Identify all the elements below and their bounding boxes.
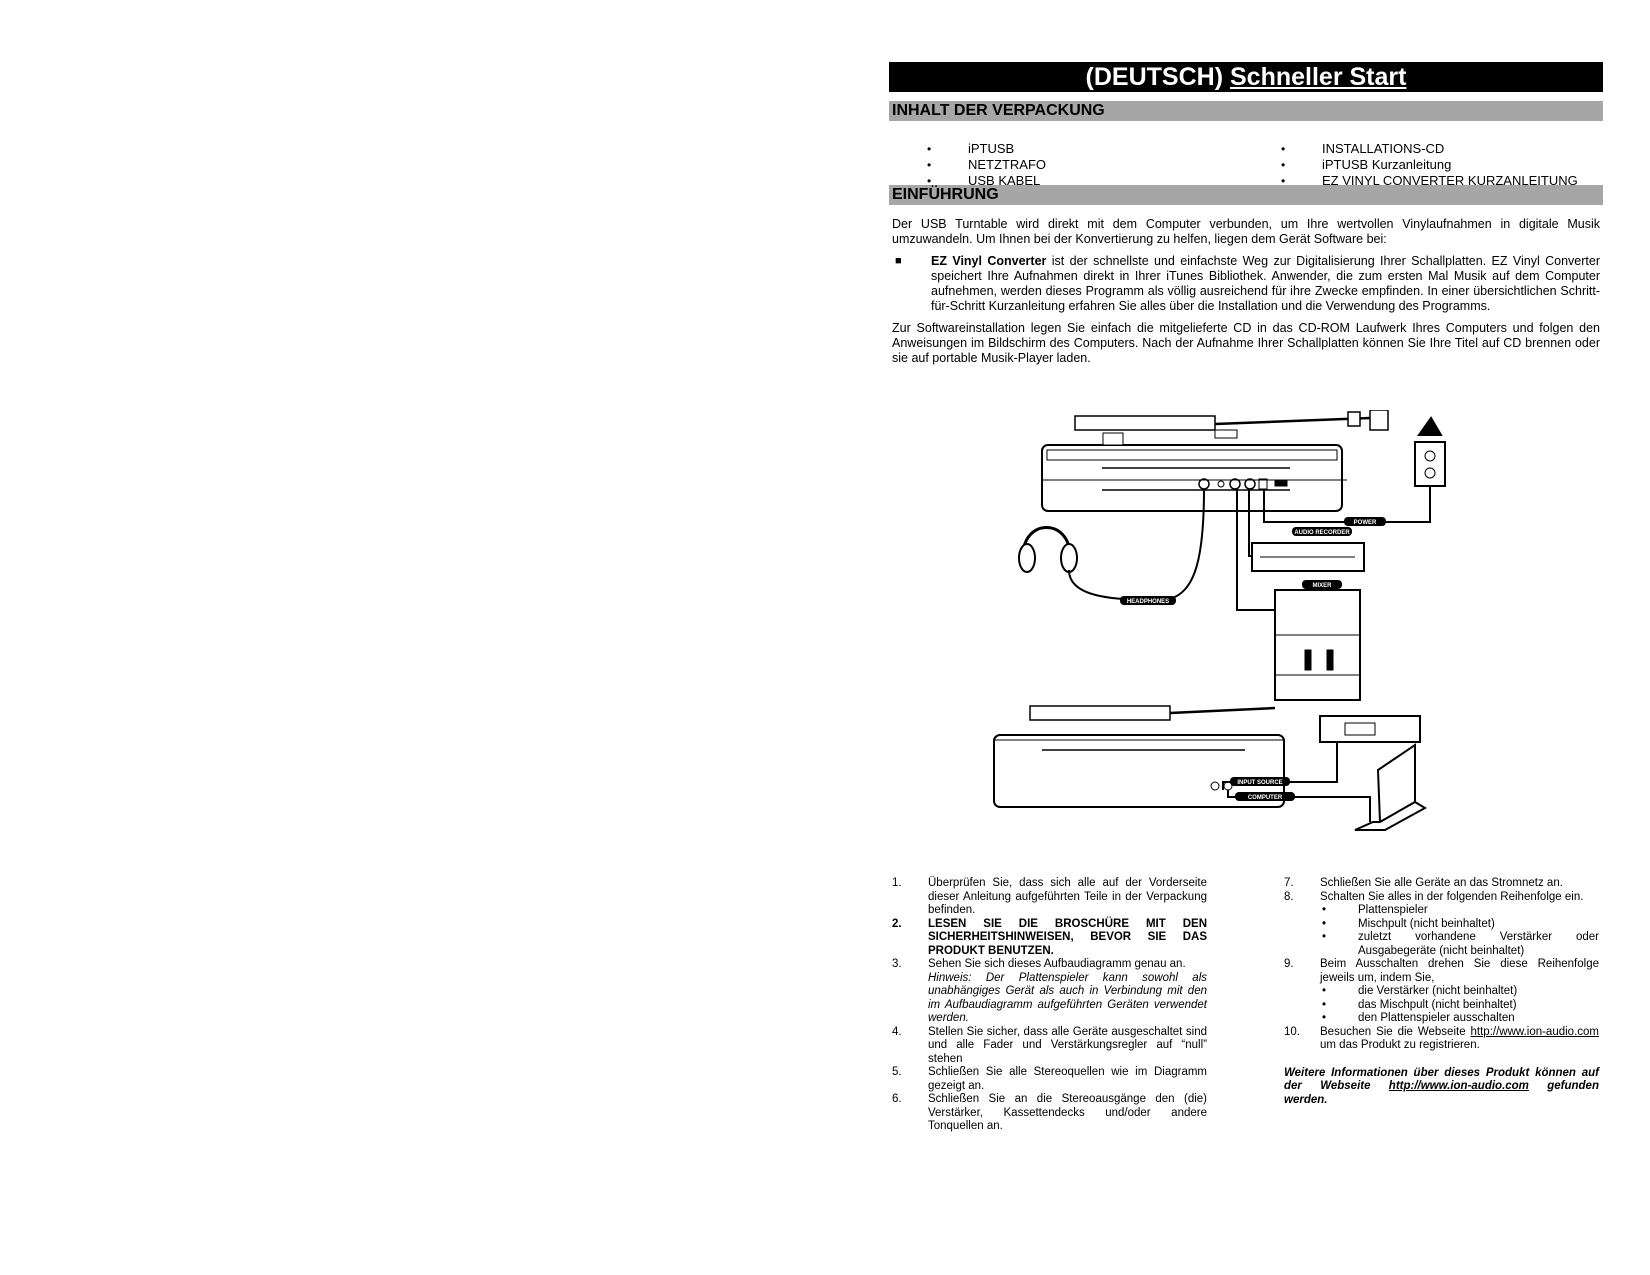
step-2: 2. LESEN SIE DIE BROSCHÜRE MIT DEN SICHERHEITSHINWEISEN, BEVOR SIE DAS PRODUKT BENUTZEN. [892, 917, 1207, 957]
list-item: • den Plattenspieler ausschalten [1281, 1012, 1599, 1026]
steps-right [1281, 877, 1599, 1107]
label-mixer: MIXER [1312, 583, 1332, 589]
list-item: • iPTUSB Kurzanleitung [1243, 157, 1578, 173]
software-description: ist der schnellste und einfachste Weg zur Digitalisierung Ihrer Schallplatten. EZ Vinyl Converter speichert Ihre Aufnahmen direkt in Ihrer iTunes Bibliothek. Anwender, die zum ersten Mal Musik auf dem Computer aufnehmen, werden dieses Programm als völlig ausreichend für ihre Zwecke empfinden. In einer übersichtlichen Schritt-für-Schritt Kurzanleitung erfahren Sie alles über die Installation und die Verwendung des Programms. [931, 254, 1600, 313]
list-item: • INSTALLATIONS-CD [1243, 141, 1578, 157]
title-main: Schneller Start [1230, 63, 1407, 91]
package-list-left [889, 141, 1046, 189]
step-3: 3. Sehen Sie sich dieses Aufbaudiagramm genau an. [892, 958, 1186, 970]
step-7: 7. Schließen Sie alle Geräte an das Stromnetz an. [1284, 877, 1563, 889]
mixer [1275, 590, 1360, 700]
more-info-link[interactable]: http://www.ion-audio.com [1388, 1080, 1529, 1092]
wall-outlet [1415, 442, 1445, 486]
bullet-square-icon: ■ [895, 255, 902, 267]
website-link[interactable]: http://www.ion-audio.com [1470, 1025, 1599, 1038]
list-item: • zuletzt vorhandene Verstärker oder Ausgabegeräte (nicht beinhaltet) [1281, 931, 1599, 958]
list-item: • iPTUSB [889, 141, 1046, 157]
list-item: • Plattenspieler [1281, 904, 1599, 918]
steps-left [889, 877, 1207, 1134]
step-5: 5. Schließen Sie alle Stereoquellen wie im Diagramm gezeigt an. [892, 1066, 1207, 1092]
label-audio-recorder: AUDIO RECORDER [1294, 530, 1350, 536]
page-column [889, 62, 1603, 366]
list-item: • NETZTRAFO [889, 157, 1046, 173]
list-item: • die Verstärker (nicht beinhaltet) [1281, 985, 1599, 999]
step-10: 10. Besuchen Sie die Webseite http://www.ion-audio.com um das Produkt zu registrieren. [1284, 1025, 1599, 1051]
step-3-note: Hinweis: Der Plattenspieler kann sowohl als unabhängiges Gerät als auch in Verbindung mit den im Aufbaudiagramm aufgeführten Geräten verwendet werden. [928, 971, 1207, 1024]
package-list-right [1243, 141, 1578, 189]
label-input-source: INPUT SOURCE [1237, 780, 1283, 786]
more-info: Weitere Informationen über dieses Produkt können auf der Webseite http://www.ion-audio.com gefunden werden. [1284, 1066, 1599, 1106]
label-computer: COMPUTER [1247, 795, 1283, 801]
install-paragraph: Zur Softwareinstallation legen Sie einfach die mitgelieferte CD in das CD-ROM Laufwerk Ihres Computers und folgen den Anweisungen im Bildschirm des Computers. Nach der Aufnahme Ihrer Schallplatten können Sie Ihre Titel auf CD brennen oder sie auf portable Musik-Player laden. [892, 321, 1600, 365]
list-item: • USB KABEL [889, 173, 1046, 189]
page-title [889, 62, 1603, 92]
list-item: • EZ VINYL CONVERTER KURZANLEITUNG [1243, 173, 1578, 189]
connection-diagram [975, 410, 1515, 860]
list-item: • Mischpult (nicht beinhaltet) [1281, 918, 1599, 932]
list-item: • das Mischpult (nicht beinhaltet) [1281, 999, 1599, 1013]
label-power: POWER [1353, 520, 1377, 526]
step-1: 1. Überprüfen Sie, dass sich alle auf der Vorderseite dieser Anleitung aufgeführten Teile in der Verpackung befinden. [892, 877, 1207, 916]
step-6: 6. Schließen Sie an die Stereoausgänge den (die) Verstärker, Kassettendecks und/oder andere Tonquellen an. [892, 1093, 1207, 1132]
intro-paragraph: Der USB Turntable wird direkt mit dem Computer verbunden, um Ihre wertvollen Vinylaufnahmen in digitale Musik umzuwandeln. Um Ihnen bei der Konvertierung zu helfen, liegen dem Gerät Software bei: [892, 217, 1600, 246]
input-source-device [1320, 716, 1420, 742]
step-4: 4. Stellen Sie sicher, dass alle Geräte ausgeschaltet sind und alle Fader und Verstärkungsregler auf “null” stehen [892, 1025, 1207, 1065]
software-name: EZ Vinyl Converter [931, 254, 1047, 268]
label-headphones: HEADPHONES [1126, 599, 1170, 605]
title-prefix: (DEUTSCH) [1085, 63, 1224, 91]
section-heading-intro: EINFÜHRUNG [889, 185, 1603, 205]
step-9: 9. Beim Ausschalten drehen Sie diese Reihenfolge jeweils um, indem Sie, [1284, 958, 1599, 984]
section-heading-package: INHALT DER VERPACKUNG [889, 101, 1603, 121]
step-8: 8. Schalten Sie alles in der folgenden Reihenfolge ein. [1284, 890, 1584, 903]
software-bullet [892, 254, 1600, 314]
package-list [889, 121, 1603, 188]
